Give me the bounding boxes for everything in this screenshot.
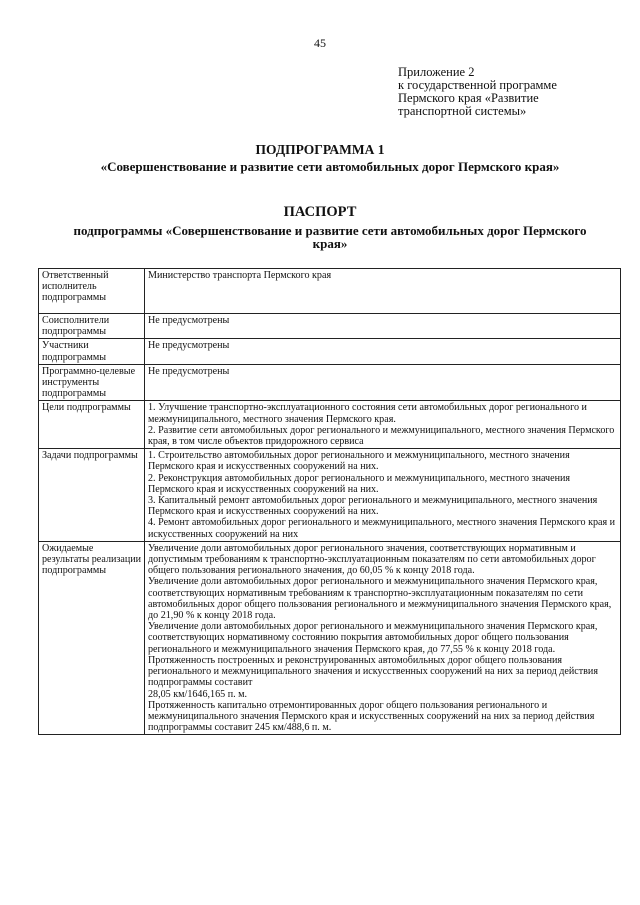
table-row [39, 339, 621, 364]
row-label: Задачи подпрограммы [39, 449, 145, 542]
content-line: 3. Капитальный ремонт автомобильных дорог регионального и межмуниципального, местного значения Пермского края и искусственных сооружений на них. [148, 495, 598, 518]
row-content [145, 401, 621, 449]
subprogram-title: ПОДПРОГРАММА 1 [255, 142, 385, 157]
content-line: Не предусмотрены [148, 340, 230, 352]
row-content [145, 449, 621, 542]
passport-title: ПАСПОРТ [283, 204, 357, 220]
passport-table [38, 268, 621, 735]
row-content [145, 339, 621, 364]
appendix-note [398, 66, 618, 118]
page-number: 45 [314, 36, 326, 50]
content-line: 1. Строительство автомобильных дорог регионального и межмуниципального, местного значения Пермского края и искусственных сооружений на них. [148, 450, 570, 473]
appendix-line: Пермского края «Развитие [398, 91, 539, 105]
table-row [39, 314, 621, 339]
table-row [39, 449, 621, 542]
row-label: Цели подпрограммы [39, 401, 145, 449]
table-row [39, 401, 621, 449]
row-label: Программно-целевые инструменты подпрограммы [39, 364, 145, 401]
row-content [145, 314, 621, 339]
content-line: 2. Реконструкция автомобильных дорог регионального и межмуниципального, местного значения Пермского края и искусственных сооружений на них. [148, 472, 571, 495]
table-row [39, 269, 621, 314]
appendix-line: к государственной программе [398, 78, 557, 92]
subprogram-name: «Совершенствование и развитие сети автомобильных дорог Пермского края» [100, 159, 560, 174]
row-label: Ожидаемые результаты реализации подпрограммы [39, 541, 145, 734]
row-label: Участники подпрограммы [39, 339, 145, 364]
content-line: Увеличение доли автомобильных дорог регионального значения, соответствующих нормативным и допустимым требованиям к транспортно-эксплуатационным показателям по сети автомобильных дорог общего пользования регионального значения, до 60,05 % к концу 2018 года. [148, 542, 596, 577]
content-line: 1. Улучшение транспортно-эксплуатационного состояния сети автомобильных дорог регионального и межмуниципального, местного значения Пермского края. [148, 402, 587, 425]
row-content [145, 541, 621, 734]
table-row [39, 364, 621, 401]
content-line: Протяженность капитально отремонтированных дорог общего пользования регионального и межмуниципального значения Пермского края и искусственных сооружений на них за период действия подпрограммы составит 245 км/488,6 п. м. [148, 699, 595, 734]
content-line: Увеличение доли автомобильных дорог регионального и межмуниципального значения Пермского края, соответствующих нормативному состоянию покрытия автомобильных дорог общего пользования регионального и межмуниципального значения Пермского края, до 77,55 % к концу 2018 года. [148, 621, 598, 655]
content-line: 4. Ремонт автомобильных дорог регионального и межмуниципального, местного значения Пермского края и искусственных сооружений на них [148, 517, 616, 540]
row-label: Соисполнители подпрограммы [39, 314, 145, 339]
content-line: 2. Развитие сети автомобильных дорог регионального и межмуниципального, местного значения Пермского края, в том числе объектов придорожного сервиса [148, 424, 615, 448]
content-line: Протяженность построенных и реконструированных автомобильных дорог общего пользования регионального и межмуниципального значения и искусственных сооружений на них за период действия подпрограммы составит [148, 654, 598, 689]
table-row [39, 541, 621, 734]
content-line: Не предусмотрены [148, 315, 230, 326]
row-label: Ответственный исполнитель подпрограммы [39, 269, 145, 314]
row-content [145, 364, 621, 401]
content-line: Не предусмотрены [148, 365, 230, 377]
row-content [145, 269, 621, 314]
content-line: Министерство транспорта Пермского края [148, 270, 332, 281]
appendix-line: транспортной системы» [398, 104, 527, 118]
content-line: 28,05 км/1646,165 п. м. [148, 688, 248, 700]
passport-subtitle: подпрограммы «Совершенствование и развитие сети автомобильных дорог Пермского края» [73, 223, 587, 251]
content-line: Увеличение доли автомобильных дорог регионального и межмуниципального значения Пермского края, соответствующих нормативным требованиям к транспортно-эксплуатационным показателям по сети автомобильных дорог общего пользования регионального и межмуниципального значения Пермского края, до 21,90 % к концу 2018 года. [148, 576, 612, 622]
appendix-line: Приложение 2 [398, 65, 475, 79]
